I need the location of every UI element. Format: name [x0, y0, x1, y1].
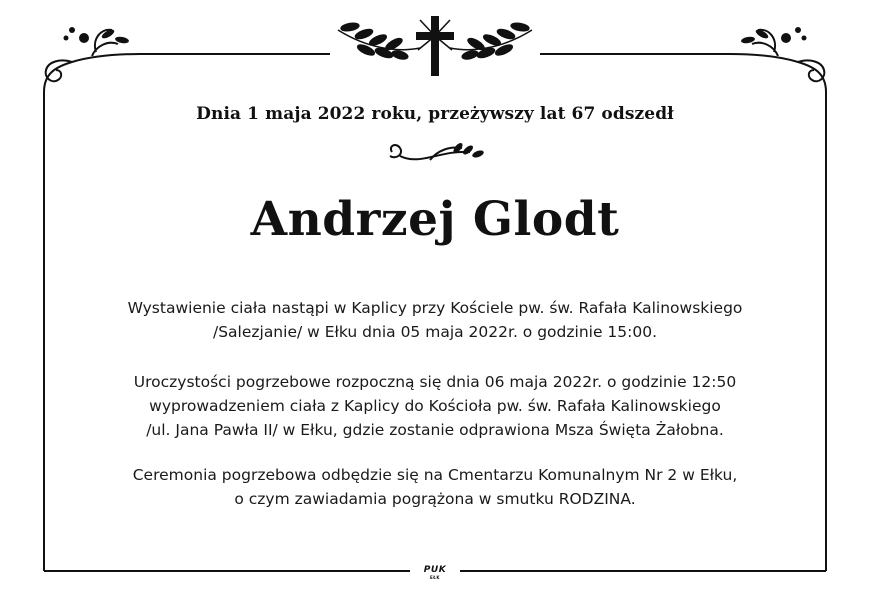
laurel-branch-icon — [338, 22, 420, 60]
deceased-name: Andrzej Glodt — [250, 192, 620, 247]
paragraph-line: /ul. Jana Pawła II/ w Ełku, gdzie zostanie odprawiona Msza Święta Żałobna. — [146, 421, 724, 439]
paragraph-line: Ceremonia pogrzebowa odbędzie się na Cmentarzu Komunalnym Nr 2 w Ełku, — [132, 466, 738, 484]
paragraph-line: Uroczystości pogrzebowe rozpoczną się dnia 06 maja 2022r. o godzinie 12:50 — [133, 373, 737, 391]
viewing-paragraph — [0, 296, 870, 344]
ceremony-paragraph — [0, 370, 870, 442]
logo-sub-text: EŁK — [430, 575, 440, 580]
logo-main-text: PUK — [423, 565, 447, 575]
paragraph-line: Wystawienie ciała nastąpi w Kaplicy przy Kościele pw. św. Rafała Kalinowskiego — [127, 299, 743, 317]
paragraph-line: wyprowadzeniem ciała z Kaplicy do Kościoła pw. św. Rafała Kalinowskiego — [149, 397, 721, 415]
intro-line: Dnia 1 maja 2022 roku, przeżywszy lat 67 odszedł — [196, 104, 674, 124]
paragraph-line: /Salezjanie/ w Ełku dnia 05 maja 2022r. o godzinie 15:00. — [212, 323, 658, 341]
laurel-branch-icon — [741, 27, 807, 44]
laurel-branch-icon — [450, 22, 532, 60]
cross-icon — [416, 16, 454, 76]
puk-logo — [416, 565, 454, 580]
laurel-branch-icon — [452, 141, 485, 158]
burial-paragraph — [0, 463, 870, 511]
laurel-branch-icon — [64, 27, 130, 44]
paragraph-line: o czym zawiadamia pogrążona w smutku RODZINA. — [234, 490, 636, 508]
